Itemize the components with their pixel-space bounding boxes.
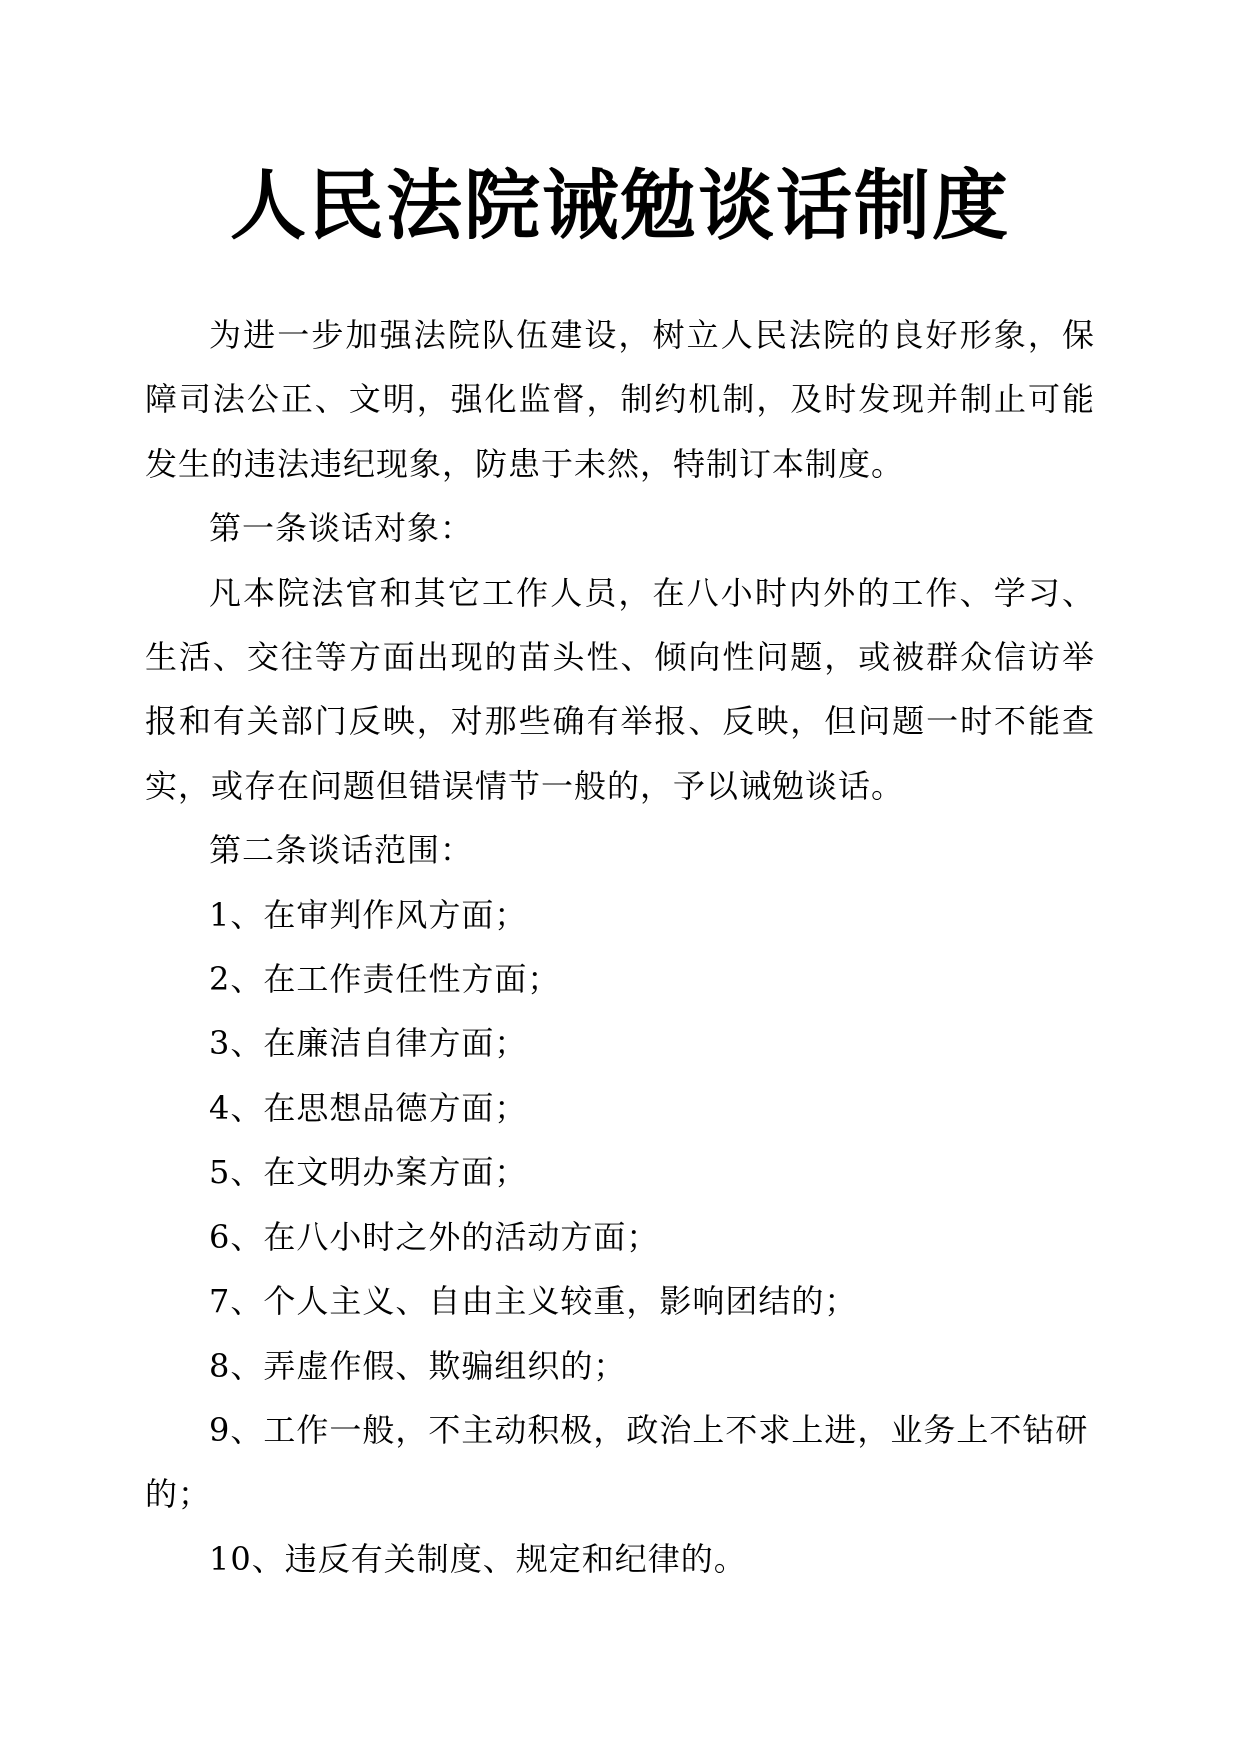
list-item: 10、违反有关制度、规定和纪律的。 — [209, 1539, 747, 1578]
list-item: 9、工作一般，不主动积极，政治上不求上进，业务上不钻研的； — [145, 1410, 1089, 1514]
list-item: 8、弄虚作假、欺骗组织的； — [209, 1346, 627, 1385]
document-title: 人民法院诫勉谈话制度 — [230, 161, 1010, 250]
article-one-heading: 第一条谈话对象： — [209, 509, 474, 548]
list-item: 7、个人主义、自由主义较重，影响团结的； — [209, 1282, 858, 1321]
list-item: 5、在文明办案方面； — [209, 1153, 528, 1192]
list-item: 2、在工作责任性方面； — [209, 960, 561, 999]
list-item: 6、在八小时之外的活动方面； — [209, 1217, 660, 1256]
list-item: 3、在廉洁自律方面； — [209, 1024, 528, 1063]
article-two-heading: 第二条谈话范围： — [209, 831, 474, 870]
article-one-paragraph: 凡本院法官和其它工作人员，在八小时内外的工作、学习、生活、交往等方面出现的苗头性、倾向性问题，或被群众信访举报和有关部门反映，对那些确有举报、反映，但问题一时不能查实，或存在问题但错误情节一般的，予以诫勉谈话。 — [145, 573, 1095, 805]
list-item: 4、在思想品德方面； — [209, 1088, 528, 1127]
list-item: 1、在审判作风方面； — [209, 895, 528, 934]
document-body — [145, 303, 1095, 1591]
intro-paragraph: 为进一步加强法院队伍建设，树立人民法院的良好形象，保障司法公正、文明，强化监督，制约机制，及时发现并制止可能发生的违法违纪现象，防患于未然，特制订本制度。 — [145, 316, 1095, 483]
